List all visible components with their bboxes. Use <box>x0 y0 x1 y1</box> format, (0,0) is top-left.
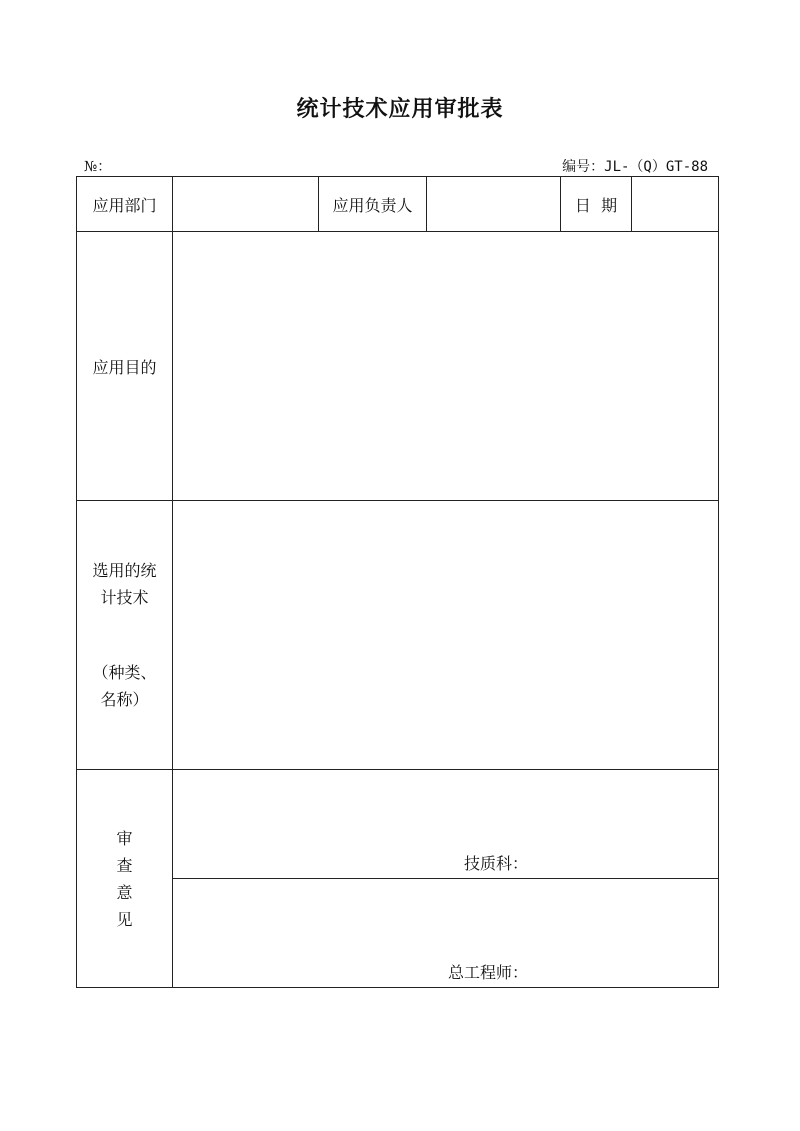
purpose-field[interactable] <box>173 232 719 501</box>
approval-form-table <box>76 176 719 988</box>
technique-label <box>77 501 173 770</box>
header-row <box>77 177 719 232</box>
review-label-char-2: 查 <box>116 855 133 875</box>
purpose-row <box>77 232 719 501</box>
technique-label-line-3: （种类、 <box>92 663 157 682</box>
review-label-char-3: 意 <box>116 882 133 902</box>
chief-engineer-review-field[interactable] <box>173 879 719 988</box>
review-label <box>77 770 173 988</box>
review-label-char-1: 审 <box>116 828 133 848</box>
review-row-chief <box>77 879 719 988</box>
technique-label-line-1: 选用的统 <box>92 561 157 580</box>
date-label: 日 期 <box>561 177 632 232</box>
owner-label: 应用负责人 <box>319 177 427 232</box>
date-field[interactable] <box>632 177 719 232</box>
technique-label-line-4: 名称） <box>100 690 149 709</box>
chief-engineer-signature-label: 总工程师： <box>447 963 528 982</box>
form-code-value: JL-（Q）GT-88 <box>604 159 708 175</box>
qa-signature-label: 技质科： <box>463 854 528 873</box>
form-number-label: №： <box>84 159 112 175</box>
review-row-qa <box>77 770 719 879</box>
dept-field[interactable] <box>173 177 319 232</box>
dept-label: 应用部门 <box>77 177 173 232</box>
technique-row <box>77 501 719 770</box>
form-code-label: 编号： <box>562 159 605 175</box>
form-code <box>562 156 708 176</box>
qa-review-field[interactable] <box>173 770 719 879</box>
purpose-label: 应用目的 <box>77 232 173 501</box>
review-label-char-4: 见 <box>116 909 133 929</box>
technique-field[interactable] <box>173 501 719 770</box>
technique-label-line-2: 计技术 <box>100 588 149 607</box>
owner-field[interactable] <box>427 177 561 232</box>
form-title: 统计技术应用审批表 <box>296 96 504 122</box>
